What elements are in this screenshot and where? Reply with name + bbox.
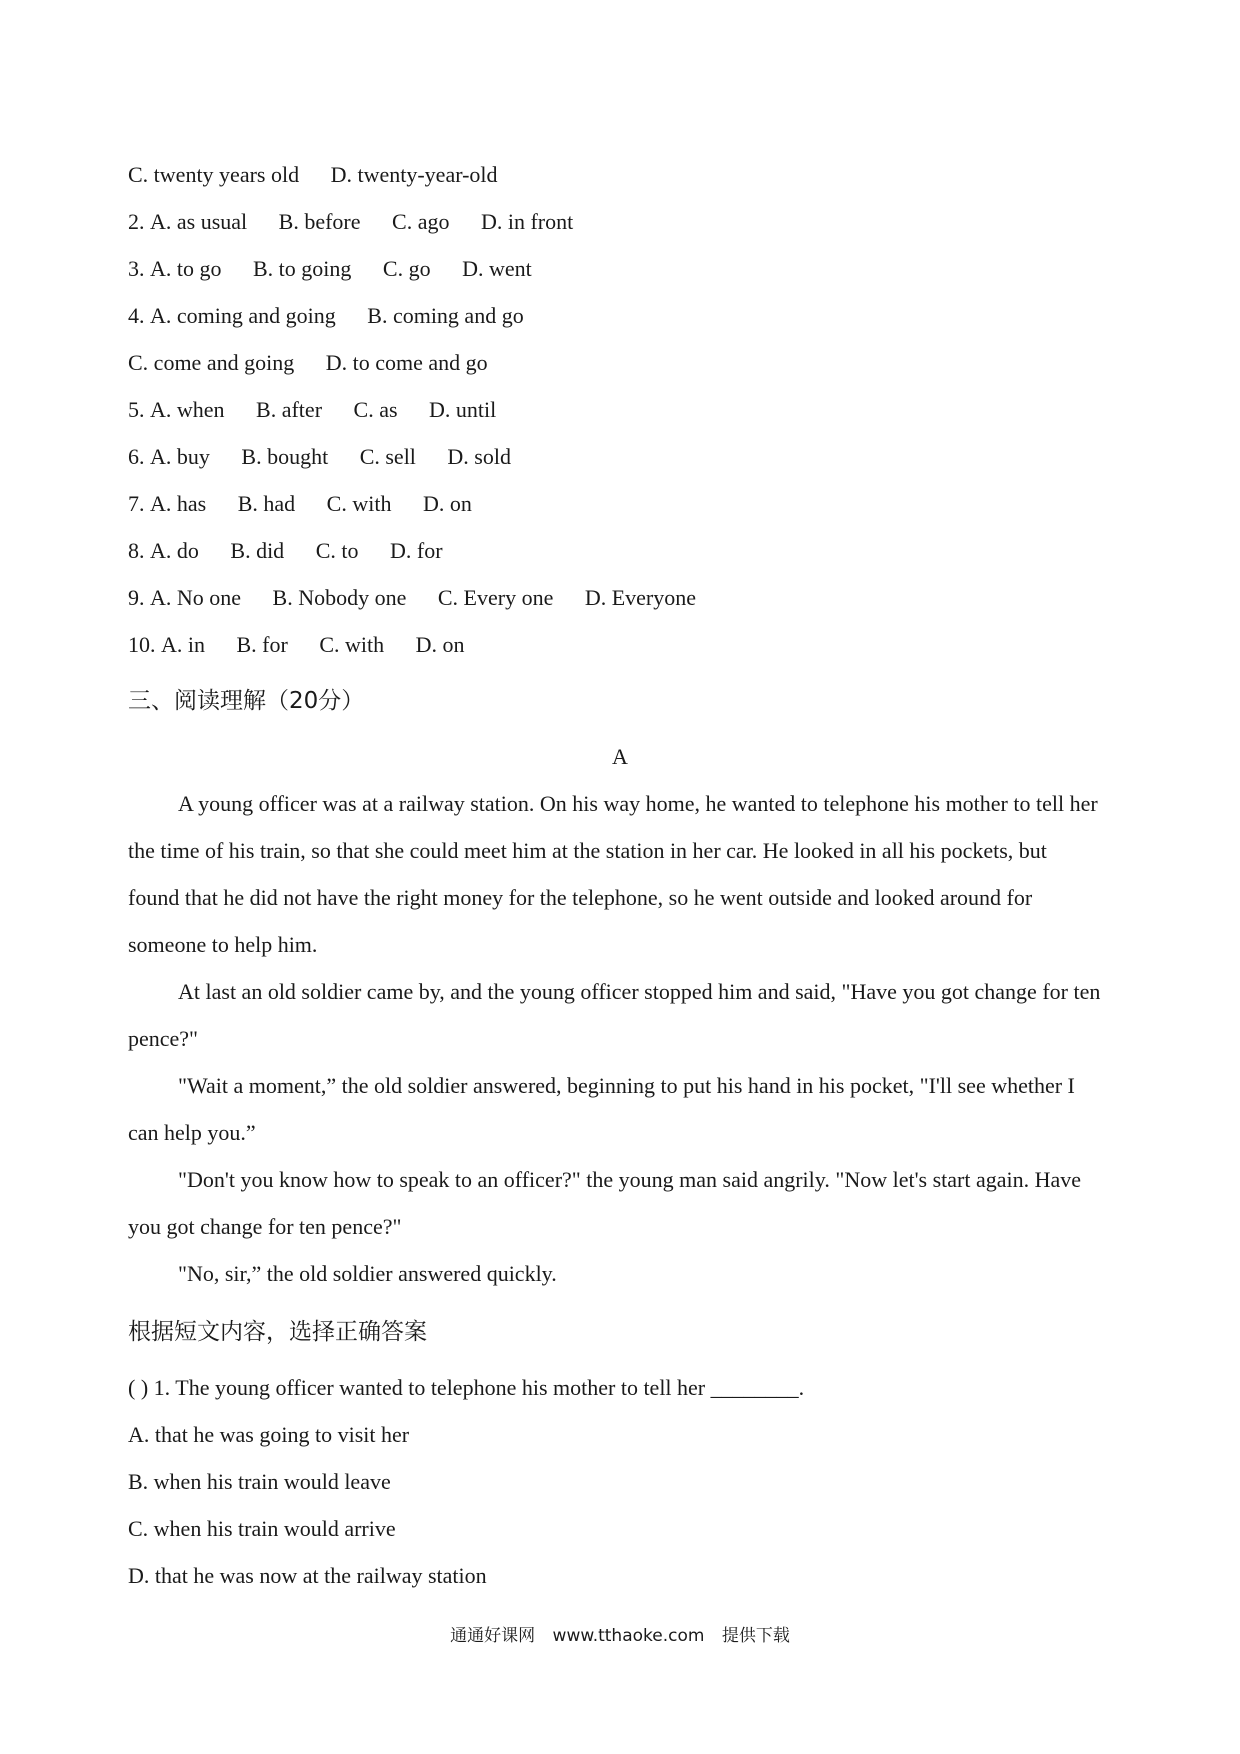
option: D. in front bbox=[480, 209, 574, 234]
option: C. ago bbox=[392, 209, 450, 234]
option: D. sold bbox=[447, 444, 511, 469]
option: C. as bbox=[353, 397, 398, 422]
passage-label: A bbox=[612, 744, 628, 769]
option: D. twenty-year-old bbox=[330, 162, 498, 187]
option: C. sell bbox=[359, 444, 416, 469]
option: D. on bbox=[415, 632, 465, 657]
option: B. before bbox=[278, 209, 361, 234]
footer-url: www.tthaoke.com bbox=[552, 1626, 705, 1646]
passage-paragraph: A young officer was at a railway station. On his way home, he wanted to telephone his mother to tell her the time of his train, so that she could meet him at the station in her car. He looked in all his pockets, but found that he did not have the right money for the telephone, so he went outside and looked around for someone to help him. bbox=[128, 791, 1098, 957]
option: A. as usual bbox=[150, 209, 248, 234]
question-number: 10. bbox=[128, 632, 156, 657]
question-number: 7. bbox=[128, 491, 145, 516]
cloze-option-line bbox=[128, 630, 465, 660]
option: C. go bbox=[382, 256, 431, 281]
option: D. went bbox=[462, 256, 532, 281]
option: A. in bbox=[161, 632, 205, 657]
option: A. to go bbox=[150, 256, 222, 281]
cloze-option-line bbox=[128, 442, 511, 472]
cloze-option-line bbox=[128, 254, 532, 284]
passage-paragraph: At last an old soldier came by, and the young officer stopped him and said, "Have you got change for ten pence?" bbox=[128, 979, 1101, 1051]
question-stem: ( ) 1. The young officer wanted to telephone his mother to tell her ________. bbox=[128, 1375, 805, 1400]
answer-choice: B. when his train would leave bbox=[128, 1469, 391, 1494]
option: C. with bbox=[326, 491, 392, 516]
option: B. had bbox=[237, 491, 296, 516]
cloze-option-line bbox=[128, 160, 498, 190]
answer-choice: C. when his train would arrive bbox=[128, 1516, 396, 1541]
option: D. until bbox=[429, 397, 497, 422]
cloze-option-line bbox=[128, 395, 496, 425]
option: A. No one bbox=[150, 585, 242, 610]
option: D. Everyone bbox=[584, 585, 697, 610]
option: C. to bbox=[315, 538, 359, 563]
option: B. to going bbox=[253, 256, 352, 281]
option: B. did bbox=[230, 538, 285, 563]
question-number: 8. bbox=[128, 538, 145, 563]
option: C. twenty years old bbox=[128, 162, 300, 187]
footer-site-name: 通通好课网 bbox=[450, 1626, 536, 1646]
option: A. buy bbox=[150, 444, 210, 469]
question-number: 2. bbox=[128, 209, 145, 234]
option: C. with bbox=[319, 632, 385, 657]
option: D. to come and go bbox=[325, 350, 488, 375]
option: D. on bbox=[422, 491, 472, 516]
option: A. when bbox=[150, 397, 225, 422]
option: B. for bbox=[236, 632, 288, 657]
question-number: 4. bbox=[128, 303, 145, 328]
option: A. do bbox=[150, 538, 199, 563]
answer-choice: A. that he was going to visit her bbox=[128, 1422, 410, 1447]
option: D. for bbox=[389, 538, 443, 563]
section-title: 三、阅读理解（20分） bbox=[128, 688, 365, 714]
option: B. Nobody one bbox=[272, 585, 407, 610]
option: A. coming and going bbox=[150, 303, 336, 328]
footer-note: 提供下载 bbox=[721, 1626, 790, 1646]
cloze-option-line bbox=[128, 489, 472, 519]
question-number: 3. bbox=[128, 256, 145, 281]
passage-paragraph: "No, sir,” the old soldier answered quickly. bbox=[178, 1261, 557, 1286]
option: A. has bbox=[150, 491, 207, 516]
option: C. come and going bbox=[128, 350, 295, 375]
passage-paragraph: "Wait a moment,” the old soldier answered, beginning to put his hand in his pocket, "I'll see whether I can help you.” bbox=[128, 1073, 1075, 1145]
option: C. Every one bbox=[437, 585, 554, 610]
option: B. after bbox=[256, 397, 323, 422]
cloze-option-line bbox=[128, 301, 524, 331]
instruction: 根据短文内容，选择正确答案 bbox=[128, 1319, 427, 1345]
answer-choice: D. that he was now at the railway station bbox=[128, 1563, 487, 1588]
page-footer bbox=[0, 1624, 1240, 1648]
passage-paragraph: "Don't you know how to speak to an officer?" the young man said angrily. "Now let's start again. Have you got change for ten pence?" bbox=[128, 1167, 1082, 1239]
question-number: 5. bbox=[128, 397, 145, 422]
cloze-option-line bbox=[128, 348, 488, 378]
question-number: 6. bbox=[128, 444, 145, 469]
option: B. bought bbox=[241, 444, 329, 469]
option: B. coming and go bbox=[367, 303, 524, 328]
cloze-option-line bbox=[128, 583, 696, 613]
cloze-option-line bbox=[128, 207, 573, 237]
cloze-option-line bbox=[128, 536, 443, 566]
question-number: 9. bbox=[128, 585, 145, 610]
